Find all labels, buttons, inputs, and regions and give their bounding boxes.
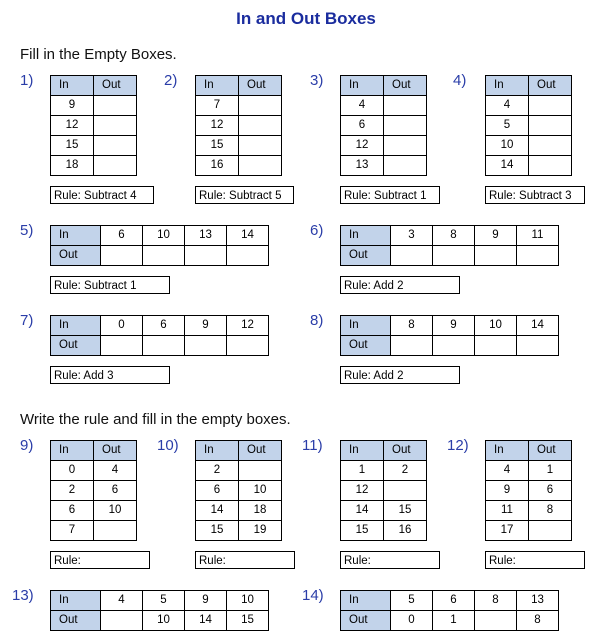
in-header: In (51, 76, 94, 96)
rule-box-3: Rule: Subtract 1 (340, 186, 440, 204)
in-out-table-11 (340, 440, 427, 541)
in-value-cell: 5 (486, 116, 529, 136)
out-row (51, 246, 269, 266)
rule-box-8: Rule: Add 2 (340, 366, 460, 384)
in-value-cell: 3 (391, 226, 433, 246)
out-header: Out (51, 246, 101, 266)
out-answer-cell[interactable] (94, 156, 137, 176)
out-header: Out (239, 76, 282, 96)
in-value-cell: 12 (196, 116, 239, 136)
problem-number-14: 14) (302, 587, 324, 604)
table-row (486, 116, 572, 136)
out-value-cell: 15 (384, 501, 427, 521)
table-row (196, 481, 282, 501)
in-value-cell: 17 (486, 521, 529, 541)
out-value-cell: 6 (94, 481, 137, 501)
in-header: In (51, 316, 101, 336)
out-answer-cell[interactable] (94, 136, 137, 156)
table-row (486, 96, 572, 116)
table-row (196, 96, 282, 116)
in-out-table-6 (340, 225, 559, 266)
table-row (341, 96, 427, 116)
in-header: In (341, 226, 391, 246)
in-value-cell: 9 (51, 96, 94, 116)
rule-box-4: Rule: Subtract 3 (485, 186, 585, 204)
in-header: In (51, 226, 101, 246)
out-answer-cell[interactable] (227, 246, 269, 266)
in-value-cell: 9 (185, 591, 227, 611)
in-value-cell: 6 (143, 316, 185, 336)
rule-box-7: Rule: Add 3 (50, 366, 170, 384)
in-out-table-14 (340, 590, 559, 631)
out-row (51, 336, 269, 356)
rule-box-5: Rule: Subtract 1 (50, 276, 170, 294)
out-value-cell: 19 (239, 521, 282, 541)
rule-box-2: Rule: Subtract 5 (195, 186, 294, 204)
out-answer-cell[interactable] (239, 461, 282, 481)
out-answer-cell[interactable] (384, 481, 427, 501)
out-answer-cell[interactable] (433, 336, 475, 356)
out-answer-cell[interactable] (94, 96, 137, 116)
out-row (341, 246, 559, 266)
out-header: Out (384, 441, 427, 461)
out-header: Out (239, 441, 282, 461)
in-value-cell: 1 (341, 461, 384, 481)
in-value-cell: 4 (341, 96, 384, 116)
problem-number-8: 8) (310, 312, 324, 329)
table-header-row (341, 441, 427, 461)
table-row (196, 521, 282, 541)
out-answer-cell[interactable] (239, 156, 282, 176)
out-value-cell: 4 (94, 461, 137, 481)
table-header-row (486, 76, 572, 96)
table-header-row (196, 76, 282, 96)
in-value-cell: 14 (341, 501, 384, 521)
in-value-cell: 4 (101, 591, 143, 611)
out-value-cell: 8 (517, 611, 559, 631)
table-row (341, 521, 427, 541)
table-row (341, 481, 427, 501)
out-answer-cell[interactable] (101, 246, 143, 266)
in-value-cell: 6 (51, 501, 94, 521)
out-answer-cell[interactable] (227, 336, 269, 356)
out-answer-cell[interactable] (384, 96, 427, 116)
table-row (486, 461, 572, 481)
out-header: Out (384, 76, 427, 96)
in-value-cell: 10 (475, 316, 517, 336)
in-header: In (341, 316, 391, 336)
rule-box-11[interactable]: Rule: (340, 551, 440, 569)
out-answer-cell[interactable] (391, 246, 433, 266)
table-row (486, 136, 572, 156)
out-answer-cell[interactable] (239, 96, 282, 116)
problem-number-11: 11) (302, 437, 323, 454)
in-out-table-7 (50, 315, 269, 356)
table-row (51, 481, 137, 501)
in-value-cell: 10 (486, 136, 529, 156)
in-row (341, 591, 559, 611)
table-header-row (486, 441, 572, 461)
in-header: In (196, 76, 239, 96)
in-out-table-13 (50, 590, 269, 631)
problem-number-6: 6) (310, 222, 324, 239)
rule-box-9[interactable]: Rule: (50, 551, 150, 569)
in-row (341, 316, 559, 336)
in-value-cell: 6 (433, 591, 475, 611)
in-value-cell: 8 (433, 226, 475, 246)
in-value-cell: 10 (143, 226, 185, 246)
out-value-cell: 0 (391, 611, 433, 631)
out-answer-cell[interactable] (475, 611, 517, 631)
in-value-cell: 9 (475, 226, 517, 246)
in-value-cell: 0 (101, 316, 143, 336)
out-header: Out (341, 246, 391, 266)
out-row (51, 611, 269, 631)
in-value-cell: 5 (391, 591, 433, 611)
in-value-cell: 6 (196, 481, 239, 501)
out-answer-cell[interactable] (475, 336, 517, 356)
in-value-cell: 9 (185, 316, 227, 336)
problem-number-2: 2) (164, 72, 178, 89)
in-value-cell: 15 (51, 136, 94, 156)
in-value-cell: 14 (486, 156, 529, 176)
out-header: Out (341, 336, 391, 356)
table-row (51, 156, 137, 176)
out-answer-cell[interactable] (529, 136, 572, 156)
out-answer-cell[interactable] (101, 611, 143, 631)
out-value-cell: 10 (239, 481, 282, 501)
out-header: Out (529, 441, 572, 461)
problem-number-3: 3) (310, 72, 324, 89)
in-out-table-12 (485, 440, 572, 541)
table-row (341, 461, 427, 481)
in-value-cell: 16 (196, 156, 239, 176)
table-row (341, 116, 427, 136)
out-value-cell: 1 (529, 461, 572, 481)
in-value-cell: 8 (391, 316, 433, 336)
table-row (51, 136, 137, 156)
in-header: In (486, 441, 529, 461)
section-instructions-fill: Fill in the Empty Boxes. (20, 46, 177, 63)
out-header: Out (529, 76, 572, 96)
table-row (486, 501, 572, 521)
out-value-cell: 14 (185, 611, 227, 631)
out-value-cell: 18 (239, 501, 282, 521)
in-value-cell: 14 (227, 226, 269, 246)
out-header: Out (94, 441, 137, 461)
out-row (341, 611, 559, 631)
in-value-cell: 12 (227, 316, 269, 336)
in-out-table-10 (195, 440, 282, 541)
in-out-table-4 (485, 75, 572, 176)
in-out-table-2 (195, 75, 282, 176)
in-out-table-8 (340, 315, 559, 356)
in-value-cell: 13 (341, 156, 384, 176)
in-header: In (51, 441, 94, 461)
out-header: Out (341, 611, 391, 631)
table-row (196, 461, 282, 481)
out-answer-cell[interactable] (143, 336, 185, 356)
out-row (341, 336, 559, 356)
table-row (51, 461, 137, 481)
in-header: In (51, 591, 101, 611)
in-out-table-1 (50, 75, 137, 176)
table-row (51, 96, 137, 116)
in-value-cell: 12 (341, 136, 384, 156)
out-answer-cell[interactable] (239, 116, 282, 136)
problem-number-9: 9) (20, 437, 34, 454)
in-out-table-5 (50, 225, 269, 266)
table-header-row (341, 76, 427, 96)
in-row (341, 226, 559, 246)
rule-box-1: Rule: Subtract 4 (50, 186, 154, 204)
in-row (51, 591, 269, 611)
table-row (51, 501, 137, 521)
in-header: In (341, 441, 384, 461)
in-out-table-9 (50, 440, 137, 541)
table-row (51, 116, 137, 136)
in-value-cell: 18 (51, 156, 94, 176)
in-value-cell: 9 (486, 481, 529, 501)
in-value-cell: 7 (51, 521, 94, 541)
in-value-cell: 15 (196, 136, 239, 156)
in-value-cell: 10 (227, 591, 269, 611)
table-header-row (51, 441, 137, 461)
in-value-cell: 11 (517, 226, 559, 246)
out-value-cell: 10 (143, 611, 185, 631)
rule-box-10[interactable]: Rule: (195, 551, 295, 569)
out-header: Out (51, 611, 101, 631)
table-row (486, 156, 572, 176)
in-value-cell: 7 (196, 96, 239, 116)
in-header: In (486, 76, 529, 96)
out-answer-cell[interactable] (391, 336, 433, 356)
out-value-cell: 10 (94, 501, 137, 521)
problem-number-12: 12) (447, 437, 469, 454)
out-answer-cell[interactable] (94, 116, 137, 136)
out-answer-cell[interactable] (384, 136, 427, 156)
out-answer-cell[interactable] (143, 246, 185, 266)
out-answer-cell[interactable] (529, 521, 572, 541)
in-value-cell: 4 (486, 461, 529, 481)
in-out-table-3 (340, 75, 427, 176)
out-answer-cell[interactable] (529, 156, 572, 176)
problem-number-10: 10) (157, 437, 179, 454)
in-value-cell: 5 (143, 591, 185, 611)
in-value-cell: 2 (51, 481, 94, 501)
out-value-cell: 15 (227, 611, 269, 631)
out-header: Out (51, 336, 101, 356)
in-value-cell: 13 (185, 226, 227, 246)
table-row (196, 136, 282, 156)
in-value-cell: 12 (341, 481, 384, 501)
out-answer-cell[interactable] (94, 521, 137, 541)
out-answer-cell[interactable] (185, 246, 227, 266)
table-row (341, 136, 427, 156)
out-value-cell: 6 (529, 481, 572, 501)
in-value-cell: 13 (517, 591, 559, 611)
in-value-cell: 2 (196, 461, 239, 481)
problem-number-5: 5) (20, 222, 34, 239)
out-header: Out (94, 76, 137, 96)
table-row (486, 481, 572, 501)
table-row (341, 156, 427, 176)
out-answer-cell[interactable] (433, 246, 475, 266)
out-answer-cell[interactable] (239, 136, 282, 156)
table-header-row (51, 76, 137, 96)
in-row (51, 316, 269, 336)
rule-box-6: Rule: Add 2 (340, 276, 460, 294)
out-value-cell: 2 (384, 461, 427, 481)
out-answer-cell[interactable] (185, 336, 227, 356)
in-header: In (196, 441, 239, 461)
out-answer-cell[interactable] (517, 336, 559, 356)
problem-number-7: 7) (20, 312, 34, 329)
in-value-cell: 14 (517, 316, 559, 336)
in-value-cell: 11 (486, 501, 529, 521)
in-row (51, 226, 269, 246)
out-value-cell: 16 (384, 521, 427, 541)
out-value-cell: 1 (433, 611, 475, 631)
table-row (341, 501, 427, 521)
out-answer-cell[interactable] (475, 246, 517, 266)
out-answer-cell[interactable] (384, 116, 427, 136)
table-row (196, 116, 282, 136)
out-answer-cell[interactable] (529, 116, 572, 136)
table-header-row (196, 441, 282, 461)
section-instructions-rule: Write the rule and fill in the empty boxes. (20, 411, 291, 428)
problem-number-4: 4) (453, 72, 467, 89)
out-answer-cell[interactable] (384, 156, 427, 176)
in-value-cell: 0 (51, 461, 94, 481)
in-value-cell: 14 (196, 501, 239, 521)
in-value-cell: 12 (51, 116, 94, 136)
in-value-cell: 9 (433, 316, 475, 336)
problem-number-13: 13) (12, 587, 34, 604)
table-row (196, 156, 282, 176)
in-value-cell: 15 (341, 521, 384, 541)
out-answer-cell[interactable] (517, 246, 559, 266)
table-row (196, 501, 282, 521)
worksheet-title: In and Out Boxes (236, 9, 376, 28)
in-value-cell: 6 (101, 226, 143, 246)
in-value-cell: 8 (475, 591, 517, 611)
rule-box-12[interactable]: Rule: (485, 551, 585, 569)
out-value-cell: 8 (529, 501, 572, 521)
table-row (51, 521, 137, 541)
in-value-cell: 4 (486, 96, 529, 116)
in-value-cell: 15 (196, 521, 239, 541)
in-header: In (341, 591, 391, 611)
out-answer-cell[interactable] (529, 96, 572, 116)
in-header: In (341, 76, 384, 96)
problem-number-1: 1) (20, 72, 34, 89)
in-value-cell: 6 (341, 116, 384, 136)
out-answer-cell[interactable] (101, 336, 143, 356)
table-row (486, 521, 572, 541)
